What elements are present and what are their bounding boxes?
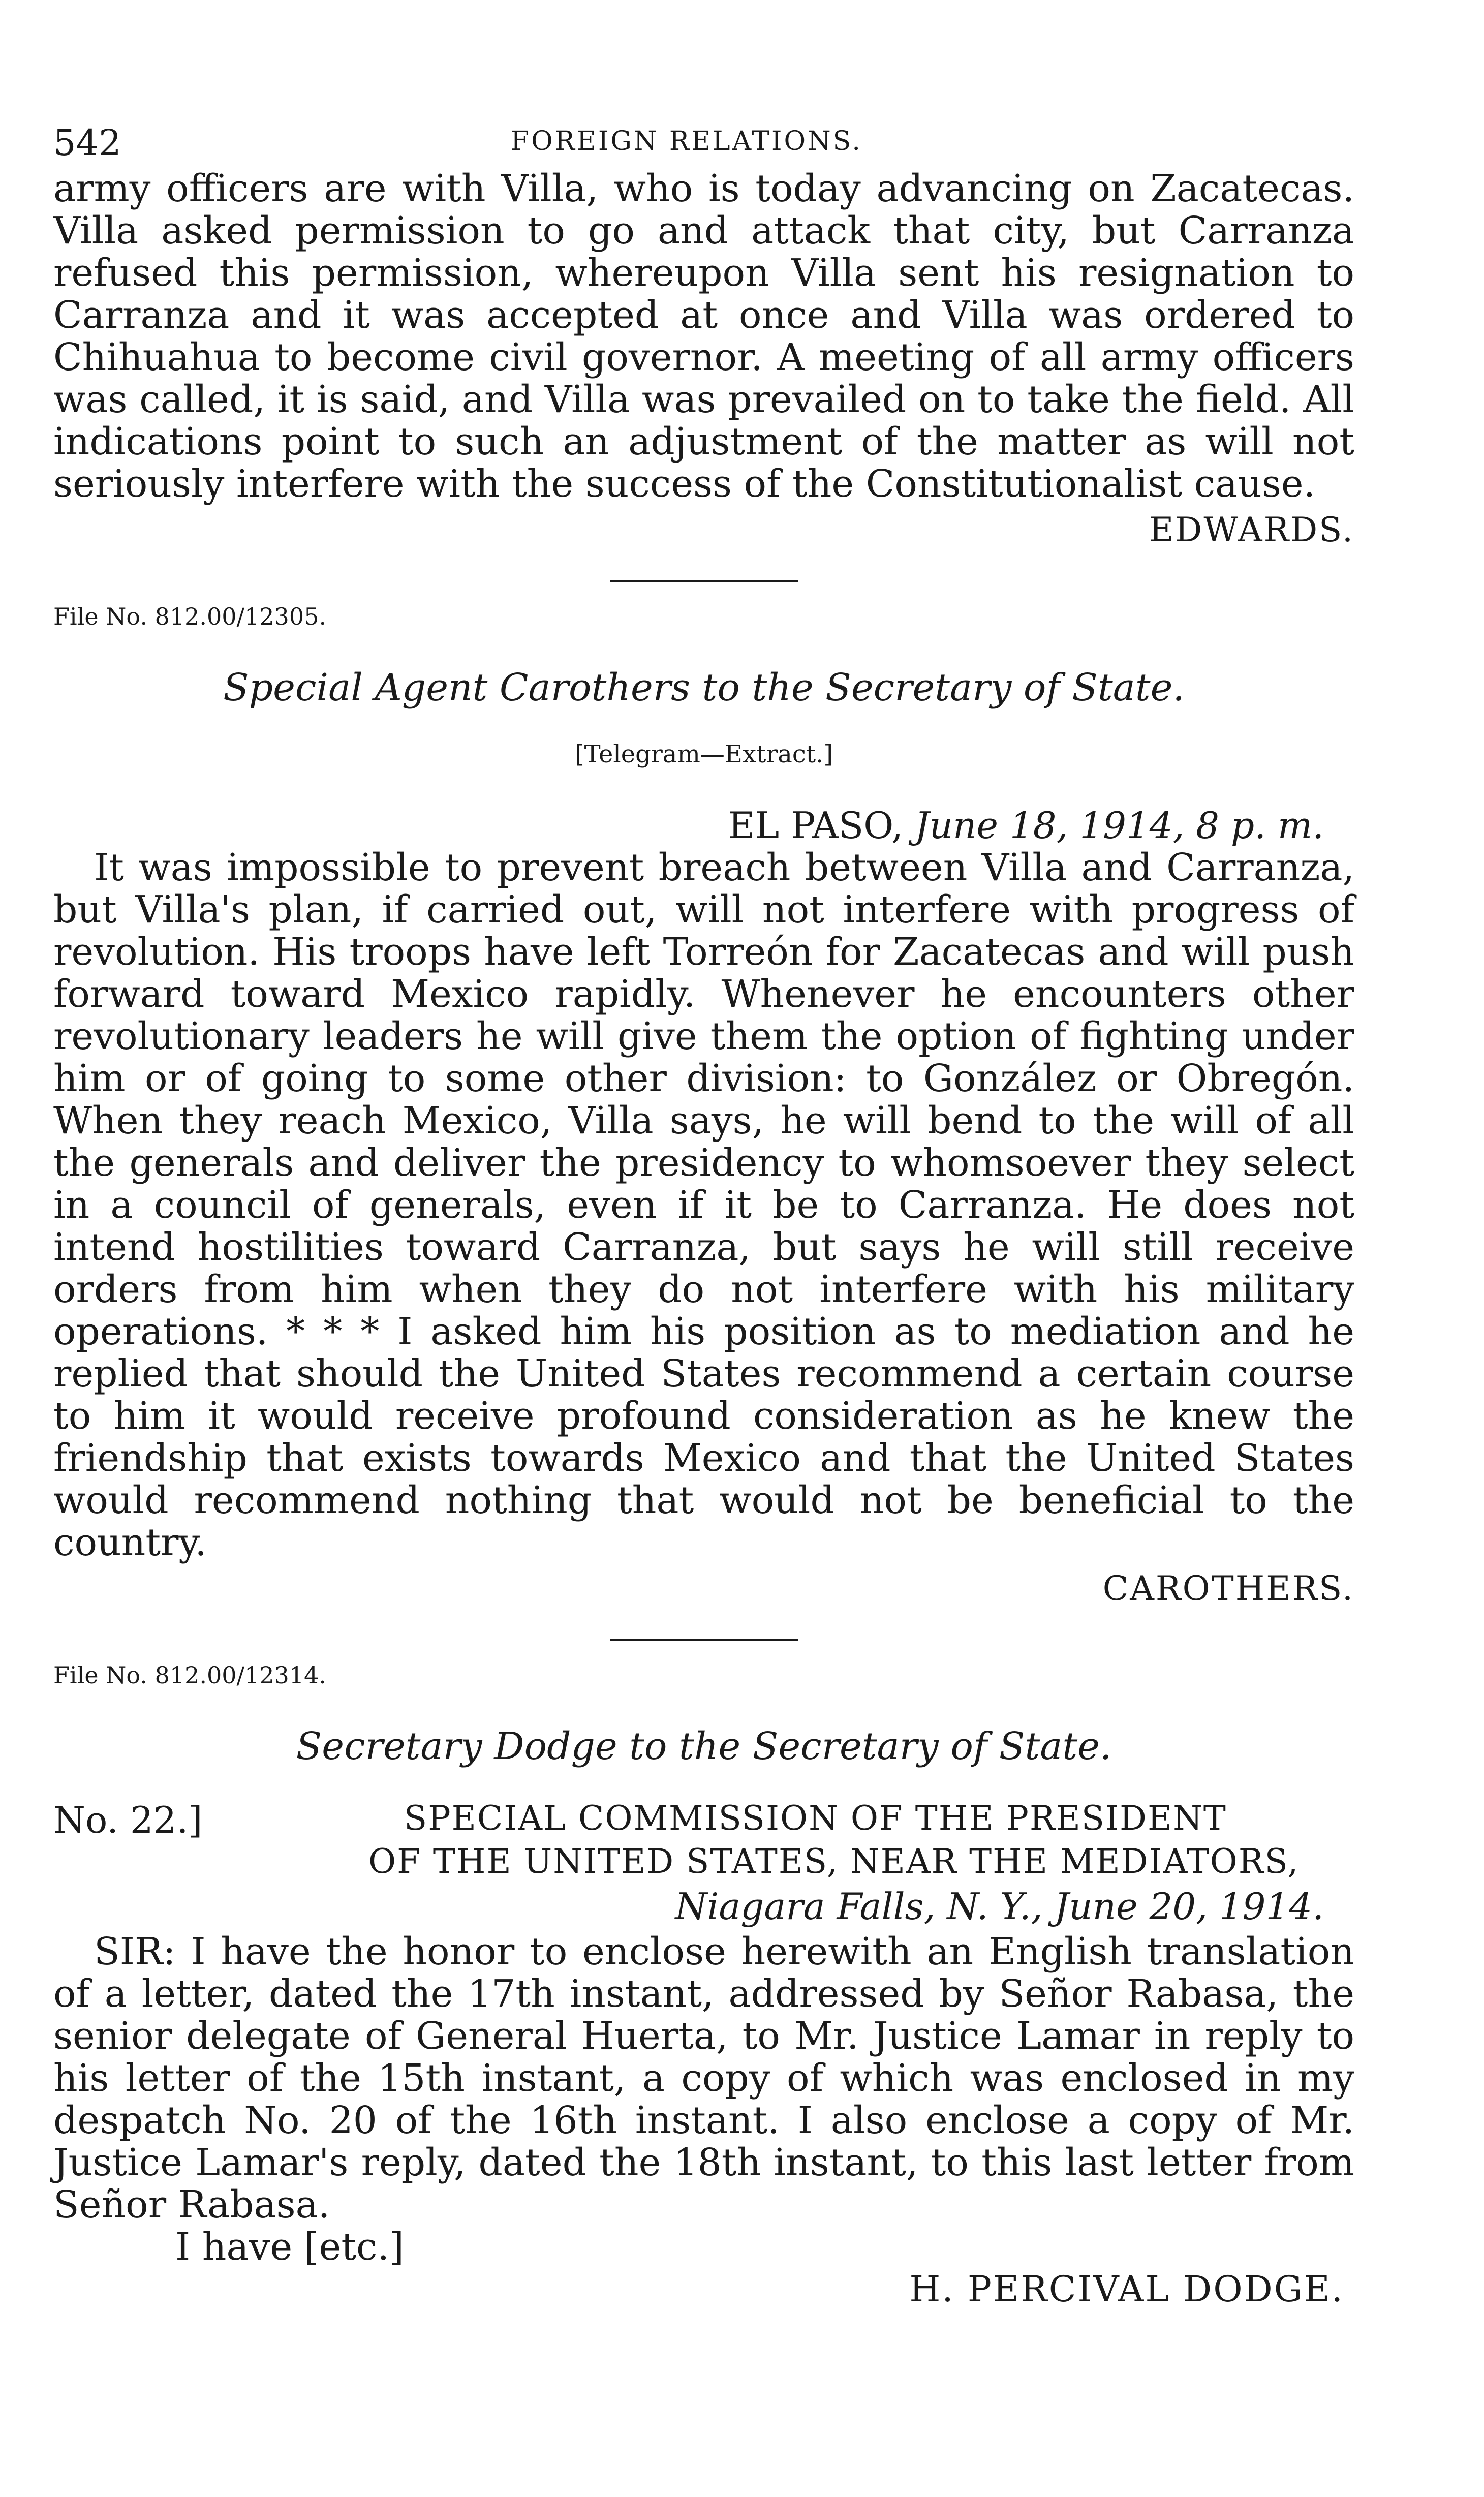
file-number: File No. 812.00/12305. bbox=[53, 603, 326, 630]
commission-line-1: SPECIAL COMMISSION OF THE PRESIDENT bbox=[404, 1799, 1227, 1838]
document-title: Secretary Dodge to the Secretary of State. bbox=[296, 1724, 1112, 1768]
section-divider bbox=[610, 1639, 798, 1641]
running-header bbox=[53, 122, 1354, 168]
running-title: FOREIGN RELATIONS. bbox=[511, 126, 862, 157]
dodge-signature: H. PERCIVAL DODGE. bbox=[909, 2268, 1344, 2310]
carothers-signature: CAROTHERS. bbox=[1102, 1569, 1354, 1608]
despatch-number: No. 22.] bbox=[53, 1799, 203, 1841]
page-content bbox=[53, 122, 1354, 2310]
telegram-note: [Telegram—Extract.] bbox=[574, 740, 833, 768]
commission-line-2: OF THE UNITED STATES, NEAR THE MEDIATORS, bbox=[368, 1842, 1300, 1881]
despatch-heading bbox=[53, 1799, 1354, 1926]
closing-line: I have [etc.] bbox=[175, 2225, 404, 2269]
despatch-dateline: Niagara Falls, N. Y., June 20, 1914. bbox=[675, 1885, 1324, 1928]
document-title: Special Agent Carothers to the Secretary of State. bbox=[223, 666, 1185, 710]
page-number: 542 bbox=[53, 122, 121, 164]
dodge-message-body: SIR: I have the honor to enclose herewith an English translation of a letter, dated the 17th instant, addressed by Señor Rabasa, the senior delegate of General Huerta, to Mr. Justice Lamar in reply to his letter of the 15th instant, a copy of which was enclosed in my despatch No. 20 of the 16th instant. I also enclose a copy of Mr. Justice Lamar's reply, dated the 18th instant, to this last letter from Señor Rabasa. bbox=[53, 1930, 1354, 2227]
dateline-date: June 18, 1914, 8 p. m. bbox=[914, 804, 1324, 847]
edwards-message-body: army officers are with Villa, who is today advancing on Zacatecas. Villa asked permission to go and attack that city, but Carranza refused this permission, whereupon Villa sent his resignation to Carranza and it was accepted at once and Villa was ordered to Chihuahua to become civil governor. A meeting of all army officers was called, it is said, and Villa was prevailed on to take the field. All indications point to such an adjustment of the matter as will not seriously interfere with the success of the Constitutionalist cause. bbox=[53, 167, 1354, 506]
edwards-signature: EDWARDS. bbox=[1149, 510, 1354, 549]
dateline bbox=[53, 804, 1354, 847]
dateline-place: EL PASO, bbox=[728, 804, 915, 847]
carothers-message-body: It was impossible to prevent breach between Villa and Carranza, but Villa's plan, if carried out, will not interfere with progress of revolution. His troops have left Torreón for Zacatecas and will push forward toward Mexico rapidly. Whenever he encounters other revolutionary leaders he will give them the option of fighting under him or of going to some other division: to González or Obregón. When they reach Mexico, Villa says, he will bend to the will of all the generals and deliver the presidency to whomsoever they select in a council of generals, even if it be to Carranza. He does not intend hostilities toward Carranza, but says he will still receive orders from him when they do not interfere with his military operations. * * * I asked him his position as to mediation and he replied that should the United States recommend a certain course to him it would receive profound consideration as he knew the friendship that exists towards Mexico and that the United States would recommend nothing that would not be beneficial to the country. bbox=[53, 846, 1354, 1564]
section-divider bbox=[610, 580, 798, 582]
file-number: File No. 812.00/12314. bbox=[53, 1661, 326, 1689]
